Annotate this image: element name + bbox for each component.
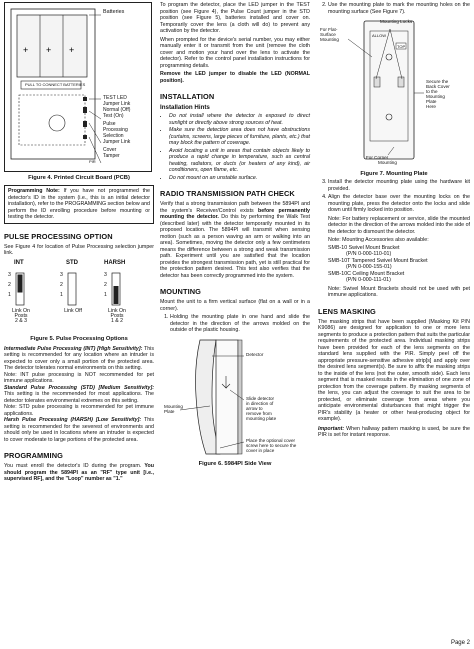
fig6-mounting-line2: Plate xyxy=(164,408,175,414)
fig5-int-desc xyxy=(4,309,38,324)
mounting-step-4: 4. Align the detector base over the mounting locks on the mounting plate, press the detector onto the locks and slide down until firmly locked into position. xyxy=(328,194,470,214)
pulse-processing-heading: PULSE PROCESSING OPTION xyxy=(4,231,113,241)
harsh-text: This setting is recommended for the severest of environments and should only be used in locations where an intruder is expected to cover moderate to large portions of the protected area. xyxy=(4,417,154,443)
mounting-step-3: 3. Install the detector mounting plate using the hardware kit provided. xyxy=(328,179,470,192)
fig4-label-pulse: Pulse xyxy=(103,121,116,127)
fig7-secure-line4: Mounting xyxy=(426,94,445,99)
figure-7-caption: Figure 7. Mounting Plate xyxy=(360,171,428,177)
fig6-optional-line1: Place the optional cover xyxy=(246,437,296,443)
figure-5-caption: Figure 5. Pulse Processing Options xyxy=(30,335,128,342)
svg-text:+: + xyxy=(23,45,29,55)
accessory-pn: (P/N 0-000-110-01) xyxy=(346,251,392,257)
fig5-int-post-2: 2 xyxy=(8,281,11,288)
fig5-int-label: INT xyxy=(14,259,24,266)
figure-4-caption: Figure 4. Printed Circuit Board (PCB) xyxy=(28,175,130,181)
programming-text-1: You must enroll the detector's ID during the program. xyxy=(4,463,145,469)
fig7-label-allow: ALLOW xyxy=(372,33,387,38)
fig4-label-normal: Normal (Off) xyxy=(103,107,131,113)
std-text: This setting is the recommended for most applications. The detector tolerates environmental extremes on this setting. xyxy=(4,391,154,404)
installation-hints-heading: Installation Hints xyxy=(160,104,210,111)
programming-paragraph xyxy=(4,463,154,483)
fig7-label-secure xyxy=(426,79,450,109)
accessory-name: SMB-10T Tampered Swivel Mount Bracket xyxy=(328,257,428,264)
fig4-label-pir: PIR xyxy=(89,159,96,164)
fig7-secure-line2: Back Cover xyxy=(426,84,450,89)
fig7-flat-line3: Mounting xyxy=(320,37,339,42)
fig4-label-processing: Processing xyxy=(103,127,128,133)
radio-check-heading: RADIO TRANSMISSION PATH CHECK xyxy=(160,189,295,198)
fig7-secure-line6: Here xyxy=(426,104,436,109)
fig6-slide-line5: mounting plate xyxy=(246,415,277,421)
std-note: Note: STD pulse processing is recommended for pet immune applications. xyxy=(4,404,154,417)
figure-6-caption: Figure 6. 5984PI Side View xyxy=(198,460,272,467)
fig5-std-desc: Link Off xyxy=(64,307,82,314)
installation-hints-list xyxy=(160,113,310,181)
hint-item: • Make sure the detection area does not have obstructions (curtains, screens, large pieces of furniture, plants, etc.) that may block the pattern of coverage. xyxy=(169,127,310,147)
fig5-int-post-1: 1 xyxy=(8,291,11,298)
fig4-label-pull: PULL TO CONNECT BATTERIES xyxy=(25,82,86,87)
fig4-label-tamper: Tamper xyxy=(103,153,120,159)
fig5-harsh-desc-line3: 1 & 2 xyxy=(110,317,124,324)
program-serial: When prompted for the device's serial number, you may either manually enter it or transmit from the unit (remove the cloth cover and motion your hand over the lens to activate the detector). Refer to the control panel installation instructions for programming details. xyxy=(160,36,310,69)
hint-item: • Avoid locating a unit in areas that contain objects likely to produce a rapid change in temperature, such as central heating, radiators, or ducts (or heaters of any kind), air conditioners, open flame, etc. xyxy=(169,148,310,174)
fig7-flat-line2: Surface xyxy=(320,32,336,37)
mounting-steps xyxy=(160,314,310,334)
std-lead: Standard Pulse Processing (STD) [Medium Sensitivity]: xyxy=(4,384,154,391)
fig6-mounting-line1: Mounting xyxy=(164,403,183,409)
fig5-int-desc-line1: Link On xyxy=(12,307,30,314)
fig7-label-top: TOP xyxy=(397,44,406,49)
fig7-label-mounting-locks: Mounting Locks xyxy=(380,19,413,24)
figure-6-side-view xyxy=(160,336,310,458)
accessory-name: SMB-10C Ceiling Mount Bracket xyxy=(328,270,405,277)
mounting-intro: Mount the unit to a firm vertical surface (flat on a wall or in a corner). xyxy=(160,299,310,312)
fig5-harsh-desc-line2: Posts xyxy=(110,312,124,319)
fig5-std-label: STD xyxy=(66,259,78,266)
programming-note xyxy=(4,185,154,224)
fig5-harsh-desc-line1: Link On xyxy=(108,307,126,314)
fig5-harsh-post-2: 2 xyxy=(104,281,107,288)
std-paragraph xyxy=(4,385,154,405)
int-note: Note: INT pulse processing is NOT recommended for pet immune applications. xyxy=(4,371,154,384)
fig4-label-jumper-2: Jumper Link xyxy=(103,139,131,145)
fig5-int-desc-line3: 2 & 3 xyxy=(14,317,28,324)
remove-led-jumper: Remove the LED jumper to disable the LED (NORMAL position). xyxy=(160,71,310,84)
installation-heading: INSTALLATION xyxy=(160,92,215,101)
accessories-note: Note: Mounting Accessories also available: xyxy=(328,237,429,243)
harsh-paragraph xyxy=(4,417,154,443)
column-3 xyxy=(318,0,470,439)
fig6-slide-line3: arrow to xyxy=(246,405,263,411)
mounting-step-2: 2. Use the mounting plate to mark the mounting holes on the mounting surface (See Figure 7). xyxy=(328,2,470,15)
fig7-flat-line1: For Flat- xyxy=(320,27,338,32)
fig6-slide-line1: Slide detector xyxy=(246,395,275,401)
fig4-label-selection: Selection xyxy=(103,133,124,139)
accessory-name: SMB-10 Swivel Mount Bracket xyxy=(328,244,400,251)
svg-text:+: + xyxy=(46,45,52,55)
fig4-label-cover: Cover xyxy=(103,147,117,153)
int-paragraph xyxy=(4,346,154,372)
fig5-jumper-drawing xyxy=(4,269,154,313)
fig6-label-detector: Detector xyxy=(246,351,264,357)
fig6-optional-line3: cover in place xyxy=(246,447,275,453)
mounting-steps-3-4 xyxy=(318,179,470,214)
mounting-steps-continued xyxy=(318,2,470,15)
programming-text-2: You should program the 5894PI as an "RF" type unit [i.e., supervised RF], and the "Loop" number as "1." xyxy=(4,463,154,482)
fig6-label-optional-screw xyxy=(246,438,296,453)
fig5-harsh-post-3: 3 xyxy=(104,271,107,278)
programming-note-text: If you have not programmed the detector's ID in the system (i.e., this is an initial detector installation), refer to the PROGRAMMING section below and perform the ID enrolling procedure before mounting or testing the detector. xyxy=(8,188,150,220)
int-lead: Intermediate Pulse Processing (INT) [High Sensitivity]: xyxy=(4,345,143,352)
important-lead: Important: xyxy=(318,425,345,432)
accessory-pn: (P/N 0-000-111-01) xyxy=(346,277,391,283)
lens-important xyxy=(318,426,470,439)
fig4-label-jumper-1: Jumper Link xyxy=(103,101,131,107)
int-text: This setting is recommended for any location where an intruder is expected to cover only a small portion of the protected area. The detector tolerates normal environments on this setting. xyxy=(4,345,154,371)
pcb-drawing xyxy=(5,3,151,171)
fig7-label-corner-2: Mounting xyxy=(378,160,397,165)
svg-text:+: + xyxy=(69,45,75,55)
fig4-label-test: Test (On) xyxy=(103,113,124,119)
battery-note: Note: For battery replacement or service, slide the mounted detector in the direction of the arrows molded into the side of the detector to dismount the detector. xyxy=(328,215,470,235)
column-2 xyxy=(160,0,310,469)
page-number: Page 2 xyxy=(450,640,470,646)
programming-heading: PROGRAMMING xyxy=(4,451,63,460)
hint-item: • Do not mount on an unstable surface. xyxy=(169,175,310,182)
fig6-label-mounting-plate xyxy=(164,404,183,414)
pulse-processing-intro: See Figure 4 for location of Pulse Processing selection jumper link. xyxy=(4,243,154,256)
accessories-list xyxy=(318,245,470,284)
fig4-label-batteries: Batteries xyxy=(103,9,125,15)
lens-masking-heading: LENS MASKING xyxy=(318,306,376,316)
hint-item: • Do not install where the detector is exposed to direct sunlight or directly above strong sources of heat. xyxy=(169,113,310,126)
fig6-label-slide xyxy=(246,396,276,421)
radio-check-paragraph xyxy=(160,201,310,279)
fig4-label-test-led: TEST LED xyxy=(103,95,127,101)
column-1 xyxy=(4,0,154,483)
important-text: When hallway pattern masking is used, be sure the PIR is set for instant response. xyxy=(318,425,470,438)
radio-text-1: Verify that a strong transmission path between the 5894PI and the system's Receiver/Control exists xyxy=(160,201,310,214)
mounting-heading: MOUNTING xyxy=(160,287,202,296)
figure-7-mounting-plate xyxy=(318,17,470,167)
fig6-optional-line2: screw here to secure the xyxy=(246,442,297,448)
figure-5-pulse-options xyxy=(4,261,154,333)
fig7-secure-line3: to the xyxy=(426,89,438,94)
fig5-std-post-3: 3 xyxy=(60,271,63,278)
lens-masking-paragraph: The masking strips that have been supplied (Masking Kit P/N K9086) are designed for application to one or more lens segments to produce a protection pattern that suits the particular requirements of the protected area. Individual masking strips have been provided for each of the lens segments on the standard lens supplied with the PIR. Simply peel off the appropriate pressure-sensitive adhesive strip[s] and apply over the desired lens segment(s). Be sure to affix the masking strips to the inside of the lens (not the outer, smooth side). Each lens segment that is masked results in the elimination of one zone of protection from the coverage pattern. By masking segments of the lens, you can adjust the coverage to suit the area to be protected, or eliminate coverage from areas where you anticipate environmental disturbances that might trigger the PIR's stability (a heater or other heat-producing object for example). xyxy=(318,318,470,422)
fig5-int-desc-line2: Posts xyxy=(14,312,28,319)
fig7-secure-line5: Plate xyxy=(426,99,437,104)
fig5-harsh-desc xyxy=(100,309,134,324)
fig7-secure-line1: Secure the xyxy=(426,79,449,84)
fig5-std-post-1: 1 xyxy=(60,291,63,298)
fig6-slide-line4: remove from xyxy=(246,410,272,416)
fig7-corner-line1: For Corner xyxy=(366,155,389,160)
radio-text-2: Do this by performing the Walk Test (described later) with the detector temporarily mounted in its proposed location. The 5894PI will transmit when sensing motion (such as a person waving an arm or walking into an area). Sometimes, moving the detector only a few centimeters means the difference between a strong and weak transmission path. Experiment until you are satisfied that the location provides the strongest transmission path, yet is still practical for the protection pattern desired. This test also verifies that the detector has been correctly programmed into the system. xyxy=(160,214,310,279)
radio-text-bold: before permanently mounting the detector. xyxy=(160,207,310,220)
fig5-harsh-post-1: 1 xyxy=(104,291,107,298)
fig6-slide-line2: in direction of xyxy=(246,400,274,406)
programming-note-lead: Programming Note: xyxy=(8,188,60,194)
harsh-lead: Harsh Pulse Processing (HARSH) [Low Sensitivity]: xyxy=(4,417,142,423)
fig7-label-flat xyxy=(320,27,339,42)
fig5-std-post-2: 2 xyxy=(60,281,63,288)
fig5-harsh-label: HARSH xyxy=(104,259,126,266)
swivel-note: Note: Swivel Mount Brackets should not be used with pet immune applications. xyxy=(328,285,470,298)
mounting-step-1: 1. Holding the mounting plate in one hand and slide the detector in the direction of the arrows molded on the outside of the plastic housing. xyxy=(170,314,310,334)
accessory-pn: (P/N 0-000-155-01) xyxy=(346,264,392,270)
figure-4-pcb xyxy=(4,2,152,172)
fig5-int-post-3: 3 xyxy=(8,271,11,278)
program-intro: To program the detector, place the LED jumper in the TEST position (see Figure 4), the Pulse Count jumper in the STD position (see Figure 5), batteries installed and cover on. Temporarily cover the lens (a cloth will do) to prevent any activation by the detector. xyxy=(160,2,310,34)
